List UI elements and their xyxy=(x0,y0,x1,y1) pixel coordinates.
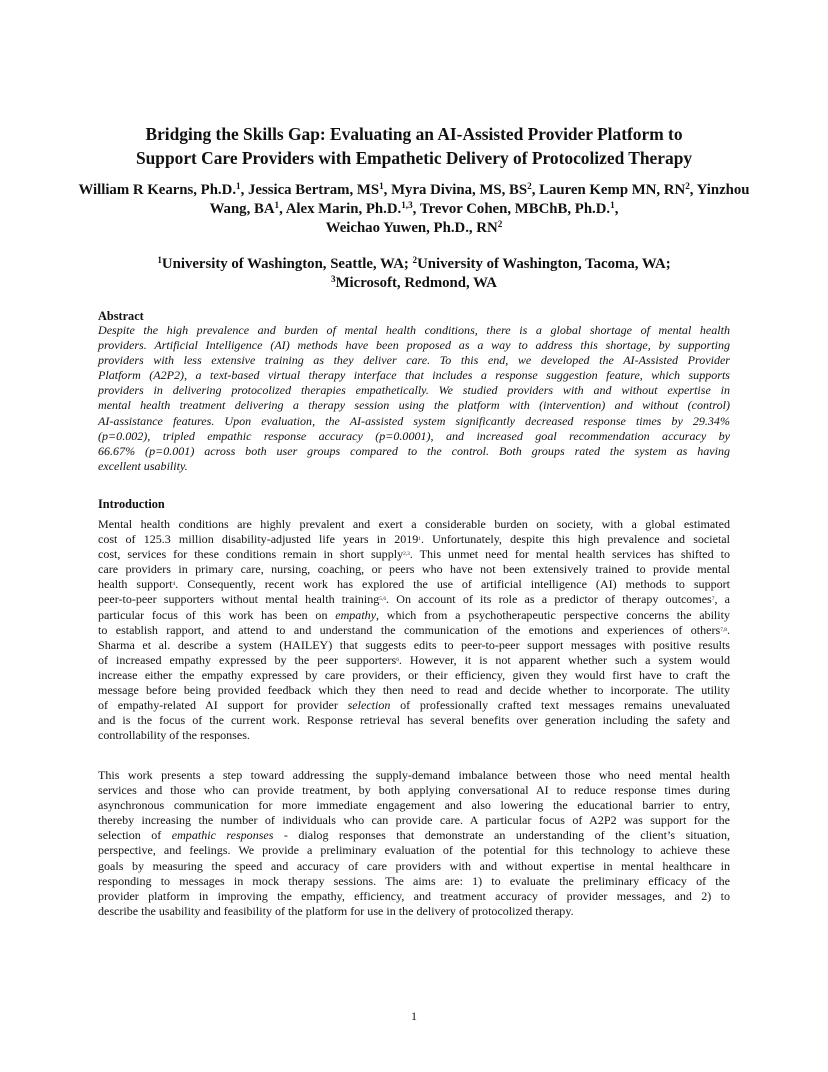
text-run: of professionally crafted text messages remains unevaluated xyxy=(390,698,730,713)
text-line xyxy=(98,517,730,532)
abstract-line: providers in delivering protocolized therapies empathetically. We studied providers with and without expertise in xyxy=(98,383,730,398)
text-run: , a xyxy=(714,592,730,607)
text-line: describe the usability and feasibility of the platform for use in the delivery of protocolized therapy. xyxy=(98,903,574,918)
emphasis-run: empathy xyxy=(335,607,377,622)
citation-sup: 5,6 xyxy=(379,596,387,603)
text-run: care providers in primary care, nursing, coaching, or peers who have not been extensively trained to provide mental xyxy=(98,562,730,577)
text-run: increase either the empathy expressed by care providers, or their efficiency, given they would first have to craft the xyxy=(98,667,730,682)
text-run: of empathy-related AI support for provider xyxy=(98,698,348,713)
text-run: cost, services for these conditions remain in short supply xyxy=(98,547,404,562)
text-run: cost of 125.3 million disability-adjusted life years in 2019 xyxy=(98,532,419,547)
abstract-line: Despite the high prevalence and burden of mental health conditions, there is a global shortage of mental health xyxy=(98,323,730,337)
text-line xyxy=(98,592,730,607)
affiliation-sup: 3 xyxy=(331,273,336,284)
author-name: Yinzhou Wang, BA xyxy=(209,182,750,217)
text-line xyxy=(98,577,730,592)
author-affil-sup: 1 xyxy=(236,180,241,191)
affiliation-name: University of Washington, Tacoma, WA xyxy=(417,256,666,272)
emphasis-run: selection xyxy=(347,698,391,713)
text-run: - dialog responses that demonstrate an understanding of the client’s situation, xyxy=(273,828,730,843)
text-run: . On account of its role as a predictor of therapy outcomes xyxy=(386,592,712,607)
affiliation-name: University of Washington, Seattle, WA xyxy=(161,256,404,272)
title-line-1: Bridging the Skills Gap: Evaluating an AI-Assisted Provider Platform to xyxy=(145,124,683,144)
text-run: Mental health conditions are highly prevalent and exert a considerable burden on society, with a global estimated xyxy=(98,517,730,531)
author-affil-sup: 1 xyxy=(274,199,280,210)
abstract-line: AI-assistance features. Upon evaluation, the AI-assisted system significantly decreased response times by 29.34% xyxy=(98,413,730,428)
text-line xyxy=(98,623,730,638)
title-line-2: Support Care Providers with Empathetic Delivery of Protocolized Therapy xyxy=(135,148,693,168)
text-run: message before being provided feedback which they then need to read and decide whether to incorporate. The utility xyxy=(98,683,730,698)
author-name: Jessica Bertram, MS xyxy=(248,182,380,198)
author-affil-sup: 1 xyxy=(379,180,384,191)
text-run: . This unmet need for mental health services has shifted to xyxy=(409,547,730,562)
abstract-line: providers. Artificial Intelligence (AI) methods have been proposed as a way to address this shortage, by supporting xyxy=(98,338,730,353)
abstract-line: mental health treatment delivering a therapy session using the platform with (intervention) and without (control) xyxy=(98,398,730,413)
text-line xyxy=(98,638,730,653)
text-line: goals by measuring the speed and accuracy of care providers with and without expertise in mental healthcare in xyxy=(98,858,730,873)
page-number: 1 xyxy=(411,1009,417,1023)
text-run: . Unfortunately, despite this high prevalence and societal xyxy=(421,532,730,547)
author-affil-sup: 2 xyxy=(685,180,690,191)
text-line xyxy=(98,828,730,843)
text-run: of increased empathy expressed by the peer supporters xyxy=(98,652,397,667)
abstract-body xyxy=(98,323,730,474)
text-line: thereby increasing the number of individuals who can provide care. A particular focus of A2P2 was support for the xyxy=(98,813,730,828)
author-affil-sup: 2 xyxy=(497,218,503,229)
citation-sup: 6 xyxy=(396,656,399,663)
text-run: Sharma et al. describe a system (HAILEY) that suggests edits to peer-to-peer support messages with positive results xyxy=(98,637,730,652)
text-run: peer-to-peer supporters without mental health training xyxy=(98,592,380,607)
abstract-line: excellent usability. xyxy=(98,458,188,473)
author-name: William R Kearns, Ph.D. xyxy=(78,182,237,198)
author-affil-sup: 1 xyxy=(610,199,615,210)
author-name: Myra Divina, MS, BS xyxy=(391,182,528,198)
text-run: health support xyxy=(98,577,173,592)
text-run: particular focus of this work has been on xyxy=(98,607,336,622)
abstract-line: Platform (A2P2), a text-based virtual therapy interface that includes a response suggestion feature, which supports xyxy=(98,368,730,383)
emphasis-run: empathic responses xyxy=(171,828,274,843)
text-line xyxy=(98,668,730,683)
text-line: This work presents a step toward addressing the supply-demand imbalance between those who need mental health xyxy=(98,768,730,782)
text-line xyxy=(98,608,730,623)
introduction-heading: Introduction xyxy=(98,497,165,511)
text-run: controllability of the responses. xyxy=(98,728,250,743)
affiliation-list: $^1$University of Washington, Seattle, WA; $^2$University of Washington, Tacoma, WA; $^3$Microsoft, Redmond, WA xyxy=(157,254,671,291)
text-line xyxy=(98,728,730,743)
paper-title xyxy=(60,122,768,170)
author-name: Alex Marin, Ph.D. xyxy=(285,201,402,217)
text-line: responding to messages in mock therapy sessions. The aims are: 1) to evaluate the preliminary efficacy of the xyxy=(98,873,730,888)
affiliation-sup: 1 xyxy=(157,254,162,265)
affiliation-sup: 2 xyxy=(412,254,418,265)
text-run: and is the focus of the current work. Response retrieval has several benefits over generation including the safety and xyxy=(98,713,730,728)
text-line: perspective, and feelings. We provide a preliminary evaluation of the potential for this technology to achieve these xyxy=(98,843,730,858)
text-run: . xyxy=(726,622,730,637)
text-line xyxy=(98,532,730,547)
citation-sup: 7 xyxy=(711,596,715,603)
text-line: services and those who can provide treatment, by both applying conversational AI to reduce response times during xyxy=(98,783,730,798)
citation-sup: 1 xyxy=(418,536,421,543)
introduction-paragraph-1 xyxy=(98,517,730,743)
text-line xyxy=(98,713,730,728)
citation-sup: 4 xyxy=(172,581,176,588)
text-line: asynchronous communication for more immediate engagement and also lowering the educational barrier to entry, xyxy=(98,798,730,813)
abstract-line: 66.67% (p=0.001) across both user groups compared to the control. Both groups rated the system as having xyxy=(98,443,730,458)
author-name: Lauren Kemp MN, RN xyxy=(539,182,686,198)
abstract-heading: Abstract xyxy=(98,309,144,323)
text-run: . However, it is not apparent whether such a system would xyxy=(398,652,730,667)
text-line: provider platform in improving the empathy, efficiency, and treatment accuracy of provider messages, and 2) to xyxy=(98,888,730,903)
author-affil-sup: 1,3 xyxy=(401,199,413,210)
text-run: , which from a psychotherapeutic perspective concerns the ability xyxy=(376,607,730,622)
abstract-line: providers with less extensive training as they deliver care. To this end, we developed the AI-Assisted Provider xyxy=(98,353,730,368)
author-affil-sup: 2 xyxy=(527,180,532,191)
text-line xyxy=(98,698,730,713)
text-line xyxy=(98,562,730,577)
author-name: Weichao Yuwen, Ph.D., RN xyxy=(325,220,498,236)
affiliation-name: Microsoft, Redmond, WA xyxy=(335,275,497,291)
citation-sup: 7,8 xyxy=(720,626,727,633)
text-run: . Consequently, recent work has explored the use of artificial intelligence (AI) methods to support xyxy=(175,577,730,592)
text-line xyxy=(98,547,730,562)
text-line xyxy=(98,653,730,668)
text-line xyxy=(98,683,730,698)
author-name: Trevor Cohen, MBChB, Ph.D. xyxy=(419,201,611,217)
author-list: William R Kearns, Ph.D.$^1$, Jessica Bertram, $MS^1$, Myra Divina, MS, $BS^2$, Lauren Kemp MN, $RN^2$, Yinzhou Wang, $BA^1$, Alex Marin, Ph.D.$^{1,3}$, Trevor Cohen, MBChB, Ph.D.$^1$, Weichao Yuwen, Ph.D., $RN^2$ xyxy=(78,180,750,236)
abstract-line: (p=0.002), tripled empathic response accuracy (p=0.0001), and increased goal recommendation accuracy by xyxy=(98,428,730,443)
introduction-paragraph-2 xyxy=(98,768,730,919)
text-run: to establish rapport, and attend to and understand the communication of the emotions and experiences of others xyxy=(98,622,721,637)
text-run: selection of xyxy=(98,828,172,843)
citation-sup: 2,3 xyxy=(403,551,410,558)
